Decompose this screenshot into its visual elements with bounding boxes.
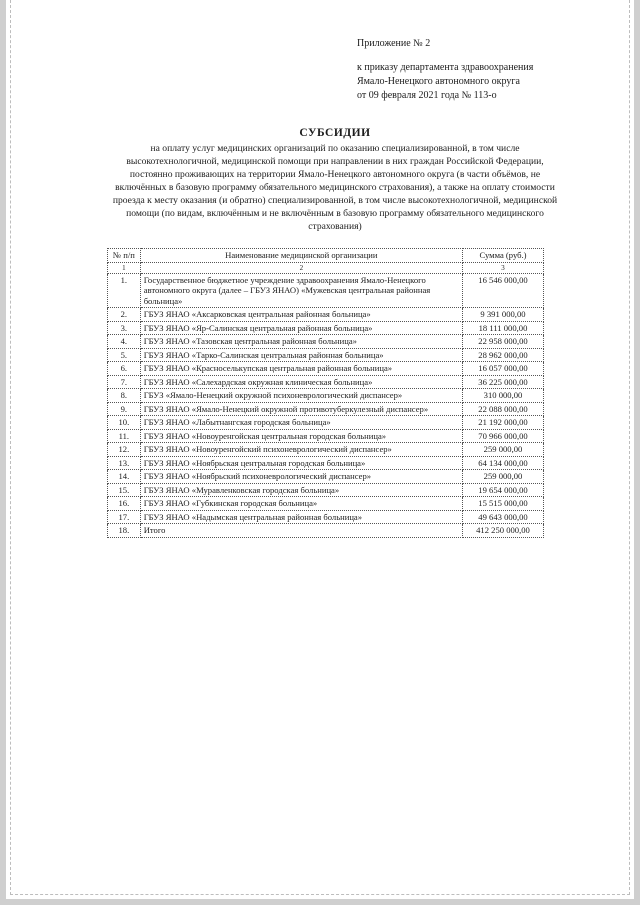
row-sum: 16 057 000,00 — [462, 362, 543, 376]
table-row — [108, 402, 544, 416]
row-sum: 310 000,00 — [462, 389, 543, 403]
header-name: Наименование медицинской организации — [140, 249, 462, 263]
column-index: 1 — [108, 262, 141, 273]
table-row — [108, 321, 544, 335]
row-num: 13. — [108, 456, 141, 470]
table-row — [108, 348, 544, 362]
row-num: 4. — [108, 335, 141, 349]
row-name: ГБУЗ ЯНАО «Тарко-Салинская центральная районная больница» — [140, 348, 462, 362]
row-sum: 28 962 000,00 — [462, 348, 543, 362]
row-sum: 70 966 000,00 — [462, 429, 543, 443]
row-num: 5. — [108, 348, 141, 362]
title-block — [105, 126, 565, 233]
table-row — [108, 510, 544, 524]
table-row — [108, 273, 544, 308]
row-sum: 19 654 000,00 — [462, 483, 543, 497]
row-sum: 412 250 000,00 — [462, 524, 543, 538]
table-row — [108, 456, 544, 470]
row-sum: 9 391 000,00 — [462, 308, 543, 322]
row-name: ГБУЗ ЯНАО «Губкинская городская больница» — [140, 497, 462, 511]
table-row — [108, 470, 544, 484]
table-row — [108, 483, 544, 497]
document-subtitle: на оплату услуг медицинских организаций по оказанию специализированной, в том числе высокотехнологичной, медицинской помощи при направлении в них граждан Российской Федерации, постоянно проживающих на территории Ямало-Ненецкого автономного округа (в части объёмов, не включённых в базовую программу обязательного медицинского страхования), а также на оплату стоимости проезда к месту оказания (и обратно) специализированной, в том числе высокотехнологичной, медицинской помощи (по видам, включённым и не включённым в базовую программу обязательного медицинского страхования) — [112, 143, 558, 232]
row-name: Государственное бюджетное учреждение здравоохранения Ямало-Ненецкого автономного округа (далее – ГБУЗ ЯНАО) «Мужевская центральная районная больница» — [140, 273, 462, 308]
table-row — [108, 497, 544, 511]
row-sum: 22 958 000,00 — [462, 335, 543, 349]
row-name: Итого — [140, 524, 462, 538]
row-sum: 21 192 000,00 — [462, 416, 543, 430]
row-num: 15. — [108, 483, 141, 497]
row-sum: 49 643 000,00 — [462, 510, 543, 524]
row-name: ГБУЗ ЯНАО «Салехардская окружная клиническая больница» — [140, 375, 462, 389]
row-num: 14. — [108, 470, 141, 484]
row-num: 2. — [108, 308, 141, 322]
row-name: ГБУЗ ЯНАО «Красноселькупская центральная районная больница» — [140, 362, 462, 376]
row-num: 6. — [108, 362, 141, 376]
row-num: 11. — [108, 429, 141, 443]
row-sum: 259 000,00 — [462, 470, 543, 484]
row-sum: 15 515 000,00 — [462, 497, 543, 511]
document-title: СУБСИДИИ — [299, 127, 371, 139]
appendix-line-1: к приказу департамента здравоохранения — [357, 62, 534, 73]
header-sum: Сумма (руб.) — [462, 249, 543, 263]
row-name: ГБУЗ «Ямало-Ненецкий окружной психоневрологический диспансер» — [140, 389, 462, 403]
row-num: 12. — [108, 443, 141, 457]
row-num: 7. — [108, 375, 141, 389]
appendix-header — [357, 37, 533, 103]
table-row — [108, 416, 544, 430]
row-name: ГБУЗ ЯНАО «Лабытнангская городская больница» — [140, 416, 462, 430]
row-num: 8. — [108, 389, 141, 403]
column-index: 2 — [140, 262, 462, 273]
row-num: 10. — [108, 416, 141, 430]
table-row — [108, 335, 544, 349]
table-row — [108, 443, 544, 457]
row-num: 17. — [108, 510, 141, 524]
row-sum: 22 088 000,00 — [462, 402, 543, 416]
table-row-total — [108, 524, 544, 538]
appendix-number: Приложение № 2 — [357, 38, 431, 49]
row-name: ГБУЗ ЯНАО «Яр-Салинская центральная районная больница» — [140, 321, 462, 335]
table-row — [108, 375, 544, 389]
row-name: ГБУЗ ЯНАО «Муравленковская городская больница» — [140, 483, 462, 497]
row-sum: 18 111 000,00 — [462, 321, 543, 335]
row-sum: 259 000,00 — [462, 443, 543, 457]
table-row — [108, 429, 544, 443]
row-name: ГБУЗ ЯНАО «Новоуренгойская центральная городская больница» — [140, 429, 462, 443]
column-index: 3 — [462, 262, 543, 273]
row-name: ГБУЗ ЯНАО «Новоуренгойский психоневрологический диспансер» — [140, 443, 462, 457]
table-row — [108, 362, 544, 376]
row-num: 3. — [108, 321, 141, 335]
row-name: ГБУЗ ЯНАО «Ямало-Ненецкий окружной противотуберкулезный диспансер» — [140, 402, 462, 416]
row-name: ГБУЗ ЯНАО «Аксарковская центральная районная больница» — [140, 308, 462, 322]
appendix-line-2: Ямало-Ненецкого автономного округа — [357, 76, 520, 87]
header-num: № п/п — [108, 249, 141, 263]
table-row — [108, 389, 544, 403]
row-name: ГБУЗ ЯНАО «Надымская центральная районная больница» — [140, 510, 462, 524]
appendix-line-3: от 09 февраля 2021 года № 113-о — [357, 90, 497, 101]
subsidies-table — [107, 248, 544, 538]
row-num: 16. — [108, 497, 141, 511]
row-sum: 16 546 000,00 — [462, 273, 543, 308]
row-sum: 36 225 000,00 — [462, 375, 543, 389]
row-sum: 64 134 000,00 — [462, 456, 543, 470]
row-num: 1. — [108, 273, 141, 308]
row-name: ГБУЗ ЯНАО «Тазовская центральная районная больница» — [140, 335, 462, 349]
table-row — [108, 308, 544, 322]
row-name: ГБУЗ ЯНАО «Ноябрьский психоневрологический диспансер» — [140, 470, 462, 484]
row-num: 9. — [108, 402, 141, 416]
table-header-row — [108, 249, 544, 263]
column-index-row — [108, 262, 544, 273]
row-name: ГБУЗ ЯНАО «Ноябрьская центральная городская больница» — [140, 456, 462, 470]
row-num: 18. — [108, 524, 141, 538]
